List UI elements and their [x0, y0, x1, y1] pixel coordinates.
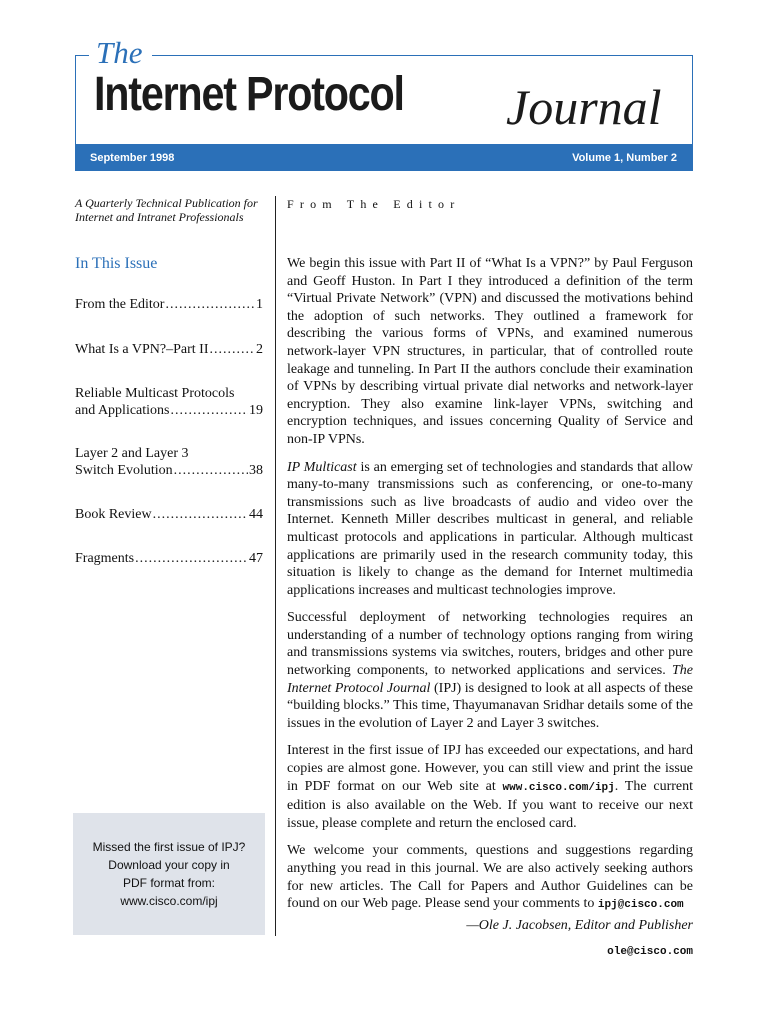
tagline: A Quarterly Technical Publication for Internet and Intranet Professionals: [75, 196, 258, 224]
email-link[interactable]: ipj@cisco.com: [597, 899, 684, 912]
paragraph: We welcome your comments, questions and suggestions regarding anything you read in this journal. We are also actively seeking authors for new articles. The Call for Papers and Author Guidelines can be found on our Web page. Please send your comments to ipj@cisco.com: [287, 843, 693, 912]
issue-date: September 1998: [90, 152, 175, 164]
toc-page: 2: [256, 342, 263, 357]
promo-line: PDF format from:: [122, 876, 215, 890]
toc-page: 1: [256, 297, 263, 312]
toc-title: Book Review: [75, 507, 152, 522]
toc-item-from-the-editor[interactable]: [75, 296, 263, 313]
from-the-editor-heading: From The Editor: [287, 197, 461, 211]
toc-title-line1: Reliable Multicast Protocols: [75, 386, 235, 401]
toc-item-what-is-a-vpn[interactable]: [75, 341, 263, 358]
masthead-title: Internet Protocol: [94, 68, 404, 121]
journal-title-italic: The Internet Protocol Journal: [287, 663, 693, 696]
toc-title: What Is a VPN?–Part II: [75, 342, 209, 357]
toc-title-line1: Layer 2 and Layer 3: [75, 446, 189, 461]
toc-item-book-review[interactable]: [75, 506, 263, 523]
download-promo-box: [73, 813, 265, 935]
signature-email[interactable]: ole@cisco.com: [607, 946, 693, 959]
toc-page: 38: [249, 463, 263, 478]
toc-page: 19: [249, 403, 263, 418]
promo-line: Missed the first issue of IPJ?: [92, 840, 246, 854]
toc-title: Fragments: [75, 551, 135, 566]
masthead-journal: Journal: [506, 79, 662, 135]
column-divider: [275, 196, 276, 936]
toc-item-reliable-multicast[interactable]: [75, 385, 263, 419]
italic-term: IP Multicast: [287, 459, 357, 475]
toc-page: 47: [249, 551, 263, 566]
website-link[interactable]: www.cisco.com/ipj: [502, 781, 615, 794]
toc-title: Switch Evolution: [75, 463, 173, 478]
in-this-issue-heading: In This Issue: [75, 255, 158, 272]
paragraph: Interest in the first issue of IPJ has exceeded our expectations, and hard copies are almost gone. However, you can still view and print the issue in PDF format on our Web site at www.cisco.com/ipj. The current edition is also available on the Web. If you want to receive our next issue, please complete and return the enclosed card.: [287, 743, 693, 831]
toc-item-fragments[interactable]: [75, 550, 263, 567]
promo-line: Download your copy in: [108, 858, 230, 872]
issue-bar: [75, 145, 693, 171]
issue-volume: Volume 1, Number 2: [572, 152, 677, 164]
paragraph: Successful deployment of networking technologies requires an understanding of a number of technology options ranging from wiring and transmissions systems via switches, routers, bridges and other pure networking components, to networked applications and services. The Internet Protocol Journal (IPJ) is designed to look at all aspects of these “building blocks.” This time, Thayumanavan Sridhar details some of the issues in the evolution of Layer 2 and Layer 3 switches.: [287, 610, 694, 731]
signature: —Ole J. Jacobsen, Editor and Publisher: [466, 917, 693, 933]
promo-link[interactable]: www.cisco.com/ipj: [120, 894, 218, 908]
toc-title: From the Editor: [75, 297, 165, 312]
toc-title: and Applications: [75, 403, 170, 418]
paragraph: We begin this issue with Part II of “What Is a VPN?” by Paul Ferguson and Geoff Huston. In Part I they introduced a definition of the term “Virtual Private Network” (VPN) and discussed the motivations behind the adoption of such networks. They outlined a framework for describing the various forms of VPNs, and examined numerous network-layer VPN structures, in particular, that of controlled route leakage and tunneling. In Part II the authors conclude their examination of VPNs by describing virtual private dial networks and network-layer encryption. They also examine link-layer VPNs, switching and encryption techniques, and issues concerning Quality of Service and non-IP VPNs.: [287, 256, 693, 447]
editor-letter: [287, 255, 693, 972]
toc-page: 44: [249, 507, 263, 522]
toc-item-layer2-layer3[interactable]: [75, 445, 263, 479]
paragraph: IP Multicast is an emerging set of technologies and standards that allow many-to-many transmissions such as conferencing, or one-to-many transmissions such as live broadcasts of audio and video over the Internet. Kenneth Miller describes multicast in general, and reliable multicast protocols and applications in particular. Although multicast applications are primarily used in the research community today, this situation is likely to change as the demand for Internet multimedia applications increases and multicast technologies improve.: [287, 459, 694, 598]
masthead-the: The: [92, 33, 147, 73]
